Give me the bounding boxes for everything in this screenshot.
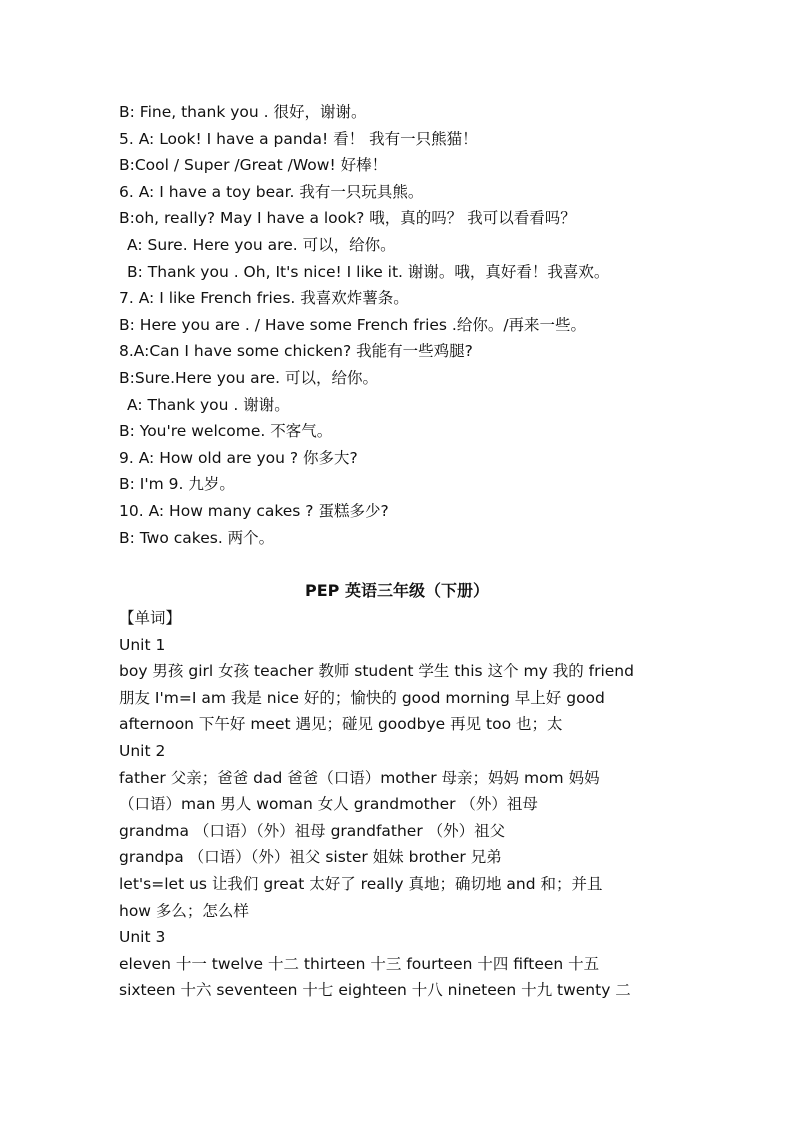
dialog-line: B: You're welcome. 不客气。 bbox=[119, 422, 333, 441]
dialog-section bbox=[119, 99, 719, 551]
vocab-line: let's=let us 让我们 great 太好了 really 真地；确切地 and 和；并且 bbox=[119, 874, 603, 893]
dialog-line: 5. A: Look! I have a panda! 看！ 我有一只熊猫！ bbox=[119, 129, 478, 148]
dialog-line: B: I'm 9. 九岁。 bbox=[119, 475, 235, 494]
vocab-line: afternoon 下午好 meet 遇见；碰见 goodbye 再见 too 也；太 bbox=[119, 715, 563, 734]
dialog-line: B:oh, really? May I have a look? 哦，真的吗？ 我可以看看吗？ bbox=[119, 209, 576, 228]
vocab-line: boy 男孩 girl 女孩 teacher 教师 student 学生 this 这个 my 我的 friend bbox=[119, 662, 634, 681]
dialog-line: A: Thank you . 谢谢。 bbox=[127, 395, 290, 414]
dialog-line: B: Two cakes. 两个。 bbox=[119, 528, 275, 547]
dialog-line: A: Sure. Here you are. 可以，给你。 bbox=[127, 235, 396, 254]
vocab-line: father 父亲；爸爸 dad 爸爸（口语）mother 母亲；妈妈 mom 妈妈 bbox=[119, 768, 600, 787]
dialog-line: 10. A: How many cakes ? 蛋糕多少? bbox=[119, 501, 389, 520]
dialog-line: B:Cool / Super /Great /Wow! 好棒！ bbox=[119, 156, 388, 175]
vocab-line: grandpa （口语）（外）祖父 sister 姐妹 brother 兄弟 bbox=[119, 848, 502, 867]
dialog-line: 7. A: I like French fries. 我喜欢炸薯条。 bbox=[119, 289, 409, 308]
vocab-heading: 【单词】 bbox=[119, 609, 182, 627]
dialog-line: B: Here you are . / Have some French fries .给你。/再来一些。 bbox=[119, 315, 587, 334]
unit-label: Unit 1 bbox=[119, 635, 166, 654]
section-title: PEP 英语三年级（下册） bbox=[305, 581, 489, 600]
vocab-line: 朋友 I'm=I am 我是 nice 好的；愉快的 good morning 早上好 good bbox=[119, 688, 605, 707]
vocab-line: （口语）man 男人 woman 女人 grandmother （外）祖母 bbox=[119, 795, 538, 814]
dialog-line: B: Thank you . Oh, It's nice! I like it. 谢谢。哦，真好看！我喜欢。 bbox=[127, 262, 610, 281]
vocab-line: grandma （口语）（外）祖母 grandfather （外）祖父 bbox=[119, 821, 506, 840]
vocab-line: sixteen 十六 seventeen 十七 eighteen 十八 nineteen 十九 twenty 二 bbox=[119, 981, 631, 1000]
dialog-line: B: Fine, thank you . 很好，谢谢。 bbox=[119, 103, 367, 121]
vocab-line: how 多么；怎么样 bbox=[119, 901, 249, 920]
dialog-line: 9. A: How old are you ? 你多大? bbox=[119, 448, 358, 467]
unit-label: Unit 2 bbox=[119, 741, 166, 760]
dialog-line: 8.A:Can I have some chicken? 我能有一些鸡腿? bbox=[119, 342, 473, 361]
vocab-line: eleven 十一 twelve 十二 thirteen 十三 fourteen 十四 fifteen 十五 bbox=[119, 954, 600, 973]
vocabulary-section bbox=[119, 605, 719, 1004]
dialog-line: B:Sure.Here you are. 可以，给你。 bbox=[119, 368, 379, 387]
unit-label: Unit 3 bbox=[119, 928, 166, 947]
dialog-line: 6. A: I have a toy bear. 我有一只玩具熊。 bbox=[119, 182, 424, 201]
